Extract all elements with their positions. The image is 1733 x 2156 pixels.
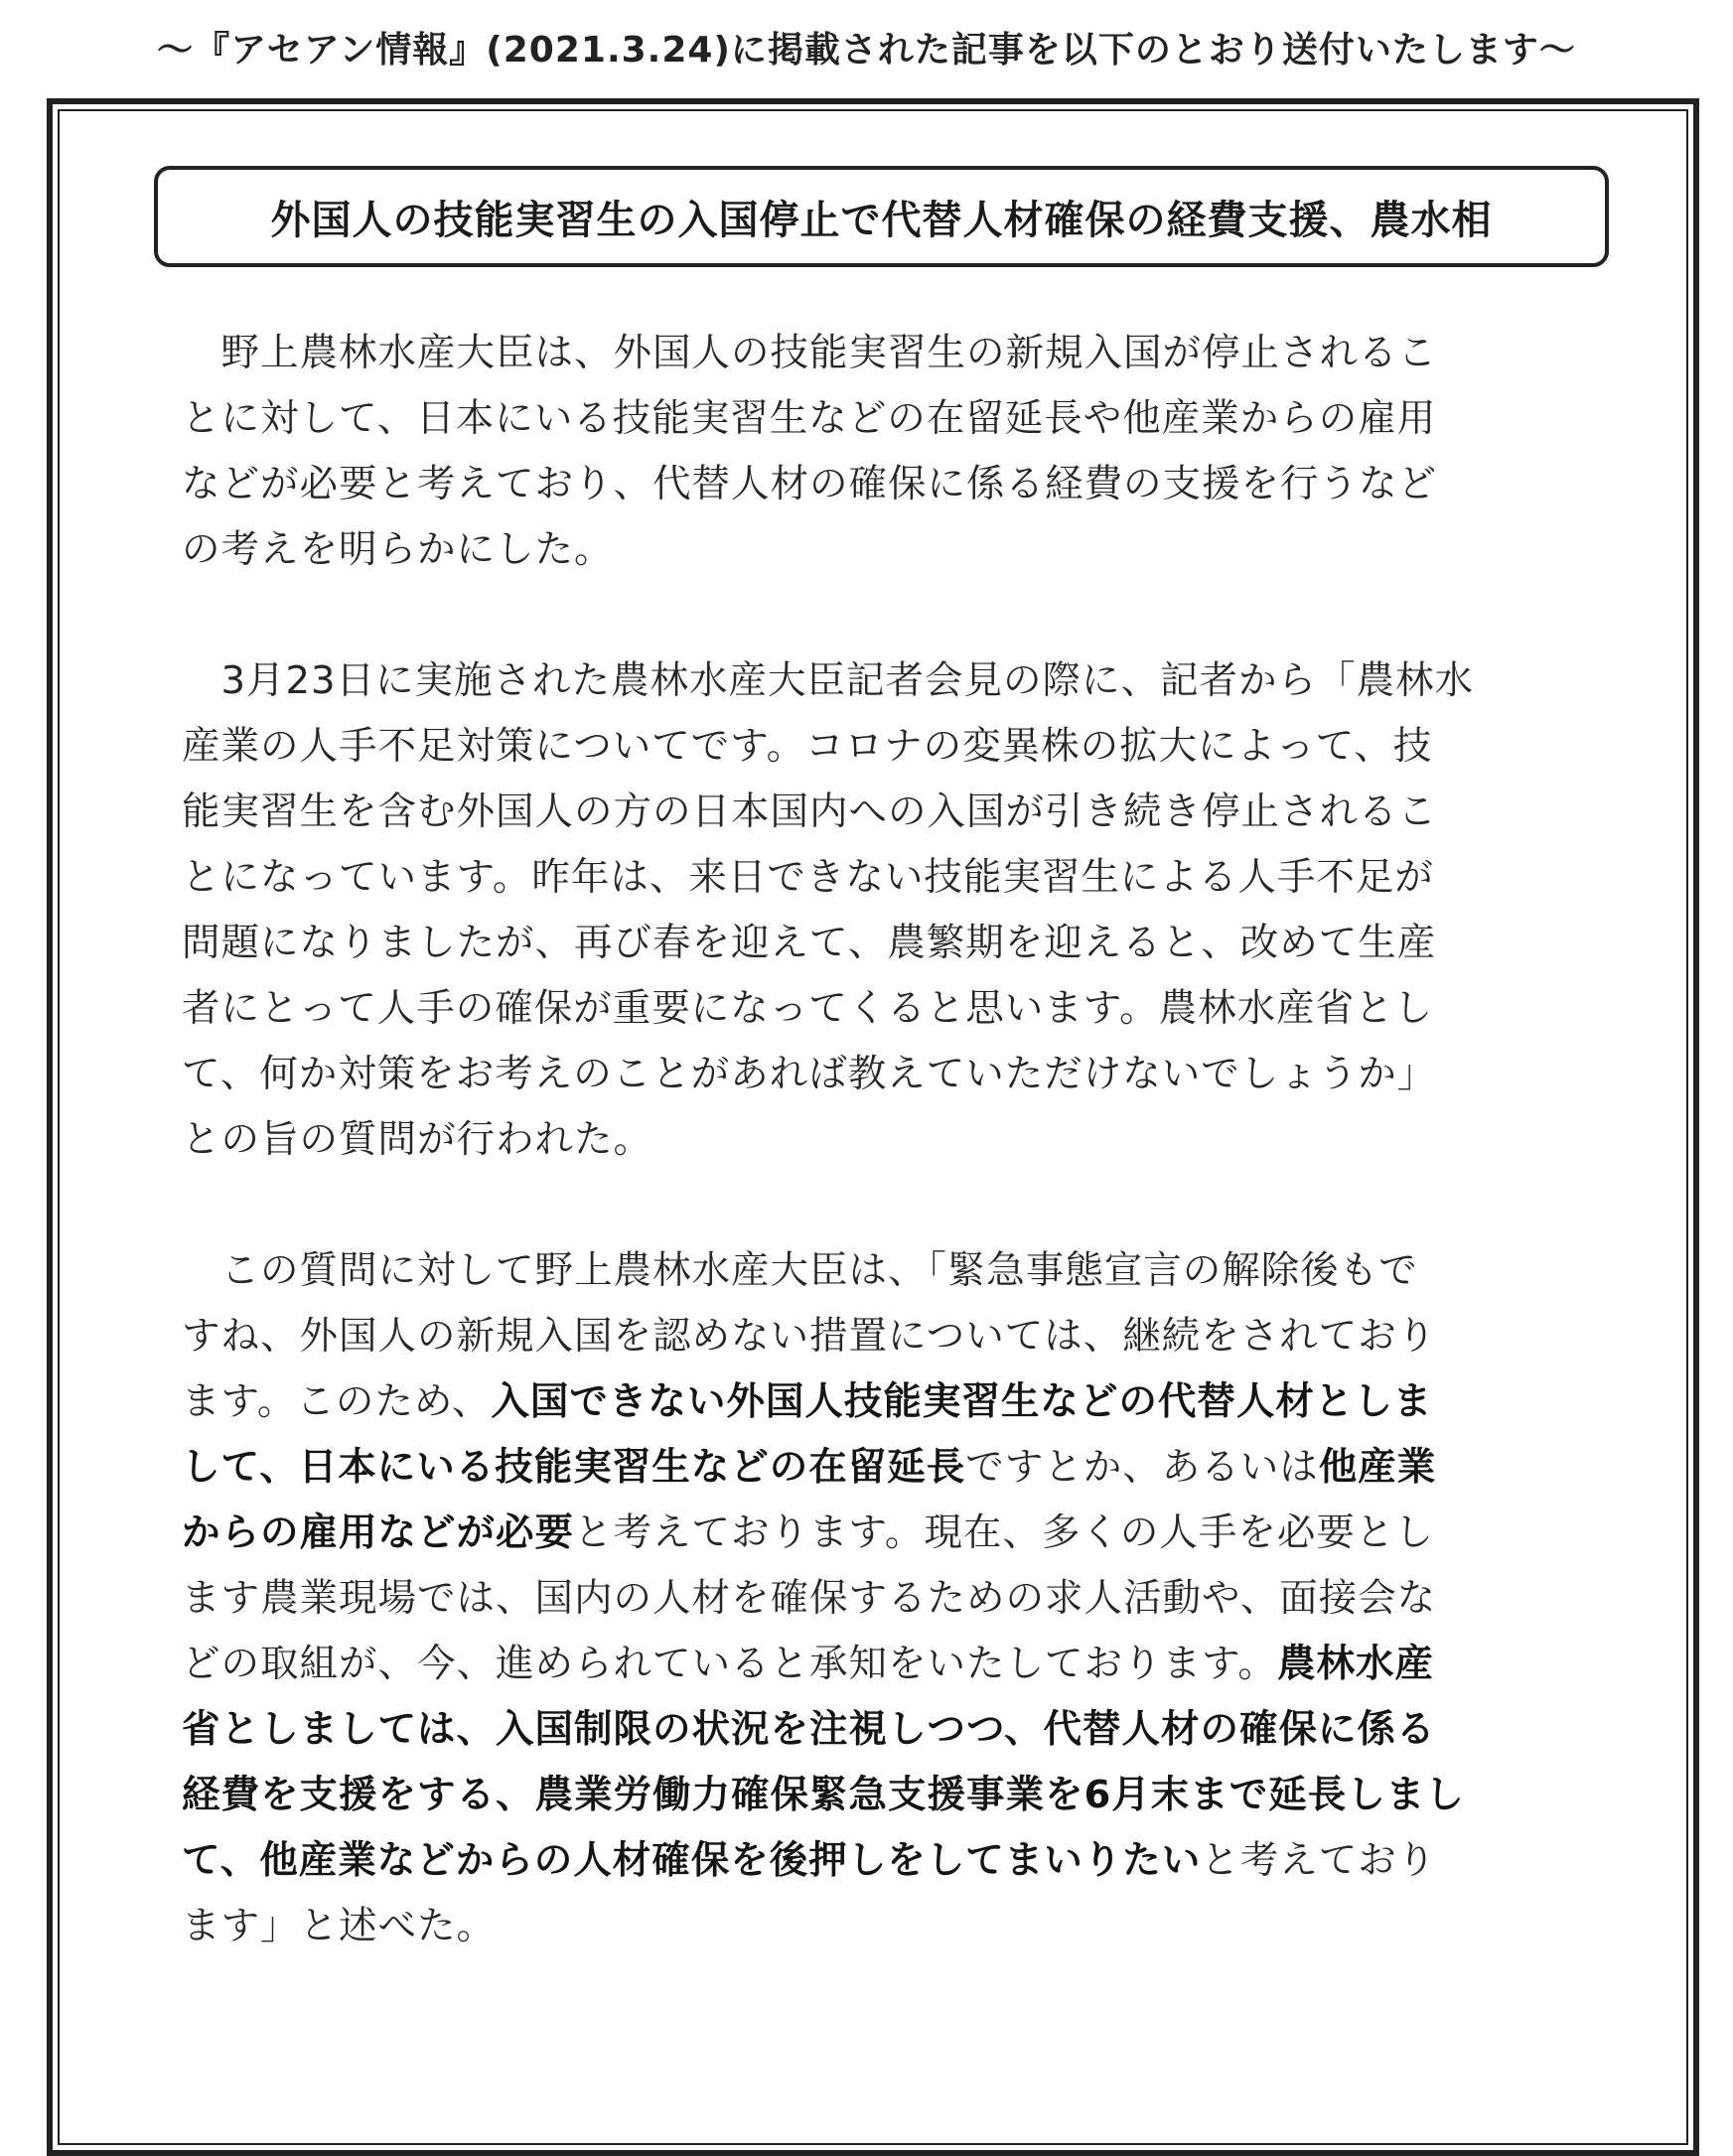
paragraph-spacer (182, 1173, 1582, 1238)
bold-text-segment: て、他産業などからの人材確保を後押しをしてまいりたい (182, 1838, 1202, 1883)
text-line (182, 1369, 1582, 1435)
text-segment: どの取組が、今、進められていると承知をいたしております。 (182, 1642, 1277, 1686)
paragraph-spacer (182, 583, 1582, 648)
text-segment: ですとか、あるいは (965, 1445, 1319, 1490)
text-line: て、何か対策をお考えのことがあれば教えていただけないでしょうか」 (182, 1052, 1437, 1096)
text-line: などが必要と考えており、代替人材の確保に係る経費の支援を行うなど (182, 462, 1438, 506)
text-line: との旨の質問が行われた。 (182, 1117, 653, 1162)
bold-text-segment: 他産業 (1318, 1445, 1437, 1490)
text-line: すね、外国人の新規入国を認めない措置については、継続をされており (182, 1314, 1437, 1359)
text-line (182, 1828, 1582, 1894)
text-line: 者にとって人手の確保が重要になってくると思います。農林水産省とし (182, 986, 1434, 1031)
bold-text-line: 省としましては、入国制限の状況を注視しつつ、代替人材の確保に係る (182, 1707, 1436, 1752)
article-body (182, 321, 1582, 1959)
text-line: 問題になりましたが、再び春を迎えて、農繁期を迎えると、改めて生産 (182, 921, 1437, 965)
bold-text-segment: 入国できない外国人技能実習生などの代替人材としま (491, 1379, 1433, 1424)
text-line: 野上農林水産大臣は、外国人の技能実習生の新規入国が停止されるこ (182, 331, 1438, 375)
text-line: の考えを明らかにした。 (182, 527, 614, 572)
bold-text-segment: 農林水産 (1276, 1642, 1434, 1686)
text-line: ます」と述べた。 (182, 1904, 497, 1948)
bold-text-segment: して、日本にいる技能実習生などの在留延長 (182, 1445, 966, 1490)
text-line: 能実習生を含む外国人の方の日本国内への入国が引き続き停止されるこ (182, 790, 1438, 834)
article-title: 外国人の技能実習生の入国停止で代替人材確保の経費支援、農水相 (270, 197, 1493, 243)
article-title-box (154, 166, 1609, 267)
text-line: ます農業現場では、国内の人材を確保するための求人活動や、面接会な (182, 1576, 1437, 1621)
text-segment: と考えており (1201, 1838, 1437, 1883)
text-segment: ます。このため、 (182, 1379, 492, 1424)
text-line (182, 1632, 1582, 1697)
paragraph-2 (182, 648, 1582, 1173)
text-line (182, 1435, 1582, 1501)
text-line: とになっています。昨年は、来日できない技能実習生による人手不足が (182, 855, 1434, 900)
paragraph-3 (182, 1238, 1582, 1959)
text-line (182, 1501, 1582, 1566)
bold-text-line: 経費を支援をする、農業労働力確保緊急支援事業を6月末まで延長しまし (182, 1773, 1465, 1817)
bold-text-segment: からの雇用などが必要 (182, 1510, 575, 1555)
header-notice: 〜『アセアン情報』(2021.3.24)に掲載された記事を以下のとおり送付いたします〜 (157, 30, 1576, 71)
text-segment: と考えております。現在、多くの人手を必要とし (574, 1510, 1434, 1555)
text-line: 産業の人手不足対策についてです。コロナの変異株の拡大によって、技 (182, 724, 1433, 769)
text-line: 3月23日に実施された農林水産大臣記者会見の際に、記者から「農林水 (182, 658, 1474, 703)
text-line: この質問に対して野上農林水産大臣は、「緊急事態宣言の解除後もで (182, 1248, 1418, 1293)
text-line: とに対して、日本にいる技能実習生などの在留延長や他産業からの雇用 (182, 396, 1437, 441)
paragraph-1 (182, 321, 1582, 583)
